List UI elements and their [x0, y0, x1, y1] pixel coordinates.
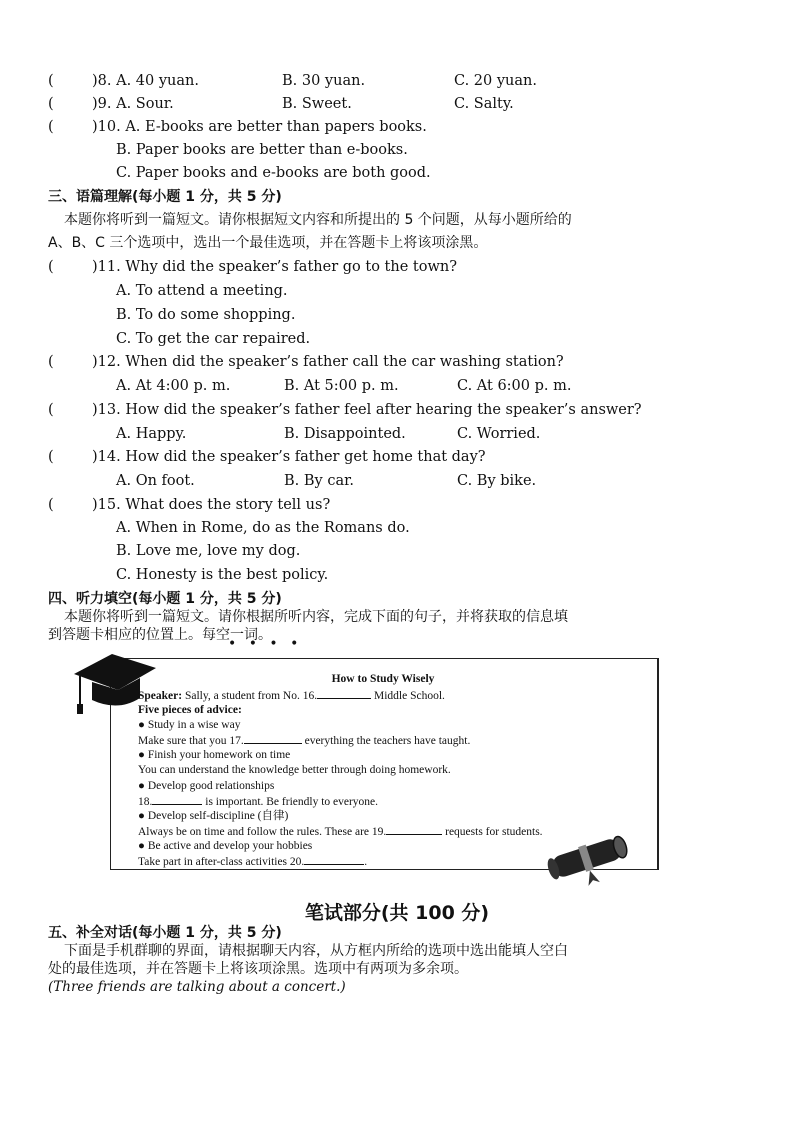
answer-paren: ( [48, 449, 54, 465]
line-18-text: 18. [138, 796, 153, 808]
q13-option-a: A. Happy. [116, 426, 187, 442]
question-8 [48, 72, 199, 90]
q15-option-a: A. When in Rome, do as the Romans do. [116, 520, 410, 536]
speaker-tail: Middle School. [373, 690, 445, 702]
section-5-heading: 五、补全对话(每小题 1 分，共 5 分) [48, 925, 282, 941]
question-11 [48, 258, 457, 276]
q8-option-b: B. 30 yuan. [282, 73, 366, 89]
section-4-intro-1: 本题你将听到一篇短文。请你根据所听内容，完成下面的句子，并将获取的信息填 [64, 609, 568, 625]
blank-20[interactable] [304, 854, 364, 865]
section-3-heading: 三、语篇理解(每小题 1 分，共 5 分) [48, 189, 282, 205]
line-19-tail: requests for students. [445, 826, 543, 838]
speaker-text: Sally, a student from No. 16. [184, 690, 318, 702]
answer-paren: ( [48, 497, 54, 513]
q15-stem: )15. What does the story tell us? [92, 497, 331, 513]
advice-bullet-3: ● Develop good relationships [138, 780, 275, 792]
blank-18[interactable] [152, 794, 202, 805]
question-12 [48, 353, 564, 371]
line-17-tail: everything the teachers have taught. [304, 735, 471, 747]
q14-option-c: C. By bike. [457, 473, 537, 489]
line-17-text: Make sure that you 17. [138, 735, 244, 747]
q13-option-c: C. Worried. [457, 426, 541, 442]
section-4-intro-2: 到答题卡相应的位置上。每空一词。 [48, 627, 272, 643]
advice-label: Five pieces of advice: [138, 704, 242, 716]
line-20-text: Take part in after-class activities 20. [138, 856, 305, 868]
q15-option-b: B. Love me, love my dog. [116, 543, 301, 559]
q11-option-b: B. To do some shopping. [116, 307, 296, 323]
q12-stem: )12. When did the speaker’s father call the car washing station? [92, 354, 564, 370]
answer-paren: ( [48, 73, 54, 89]
q10-option-c: C. Paper books and e-books are both good. [116, 165, 431, 181]
line-19-text: Always be on time and follow the rules. These are 19. [138, 826, 387, 838]
q12-option-b: B. At 5:00 p. m. [284, 378, 399, 394]
q9-option-a: )9. A. Sour. [92, 96, 174, 112]
question-13 [48, 401, 642, 419]
q13-stem: )13. How did the speaker’s father feel after hearing the speaker’s answer? [92, 402, 642, 418]
q14-option-b: B. By car. [284, 473, 355, 489]
q8-option-a: )8. A. 40 yuan. [92, 73, 199, 89]
q15-option-c: C. Honesty is the best policy. [116, 567, 329, 583]
written-part-title: 笔试部分(共 100 分) [304, 902, 490, 924]
q12-option-a: A. At 4:00 p. m. [116, 378, 231, 394]
question-15 [48, 496, 330, 514]
q11-option-c: C. To get the car repaired. [116, 331, 311, 347]
section-5-note: (Three friends are talking about a concert.) [48, 979, 346, 995]
q13-option-b: B. Disappointed. [284, 426, 406, 442]
q11-option-a: A. To attend a meeting. [116, 283, 288, 299]
answer-paren: ( [48, 259, 54, 275]
q14-option-a: A. On foot. [116, 473, 195, 489]
section-5-intro-2: 处的最佳选项，并在答题卡上将该项涂黑。选项中有两项为多余项。 [48, 961, 468, 977]
advice-bullet-4: ● Develop self-discipline (自律) [138, 810, 289, 822]
q9-option-c: C. Salty. [454, 96, 514, 112]
line-20-tail: . [364, 856, 368, 868]
answer-paren: ( [48, 96, 54, 112]
advice-line-2: You can understand the knowledge better through doing homework. [138, 764, 451, 776]
advice-bullet-5: ● Be active and develop your hobbies [138, 840, 313, 852]
answer-paren: ( [48, 354, 54, 370]
speaker-label: Speaker: [138, 690, 183, 702]
advice-line-20 [138, 854, 367, 869]
advice-line-17 [138, 733, 470, 748]
q9-option-b: B. Sweet. [282, 96, 352, 112]
emphasis-dots: • • • • [228, 636, 303, 652]
blank-17[interactable] [244, 733, 302, 744]
section-3-intro-2: A、B、C 三个选项中，选出一个最佳选项，并在答题卡上将该项涂黑。 [48, 235, 488, 251]
question-10 [48, 118, 427, 136]
advice-line-18 [138, 794, 378, 809]
notes-speaker-line [138, 688, 445, 703]
q11-stem: )11. Why did the speaker’s father go to the town? [92, 259, 457, 275]
diploma-scroll-icon [544, 830, 636, 886]
section-5-intro-1: 下面是手机群聊的界面，请根据聊天内容，从方框内所给的选项中选出能填人空白 [64, 943, 568, 959]
question-9 [48, 95, 174, 113]
advice-bullet-1: ● Study in a wise way [138, 719, 241, 731]
q8-option-c: C. 20 yuan. [454, 73, 537, 89]
section-3-intro-1: 本题你将听到一篇短文。请你根据短文内容和所提出的 5 个问题，从每小题所给的 [64, 212, 572, 228]
q10-option-a: )10. A. E-books are better than papers books. [92, 119, 427, 135]
blank-19[interactable] [386, 824, 442, 835]
answer-paren: ( [48, 119, 54, 135]
advice-bullet-2: ● Finish your homework on time [138, 749, 291, 761]
q12-option-c: C. At 6:00 p. m. [457, 378, 572, 394]
q10-option-b: B. Paper books are better than e-books. [116, 142, 408, 158]
section-4-heading: 四、听力填空(每小题 1 分，共 5 分) [48, 591, 282, 607]
advice-line-19 [138, 824, 543, 839]
blank-16[interactable] [317, 688, 371, 699]
line-18-tail: is important. Be friendly to everyone. [205, 796, 379, 808]
notes-title: How to Study Wisely [331, 673, 435, 685]
question-14 [48, 448, 486, 466]
answer-paren: ( [48, 402, 54, 418]
q14-stem: )14. How did the speaker’s father get home that day? [92, 449, 486, 465]
